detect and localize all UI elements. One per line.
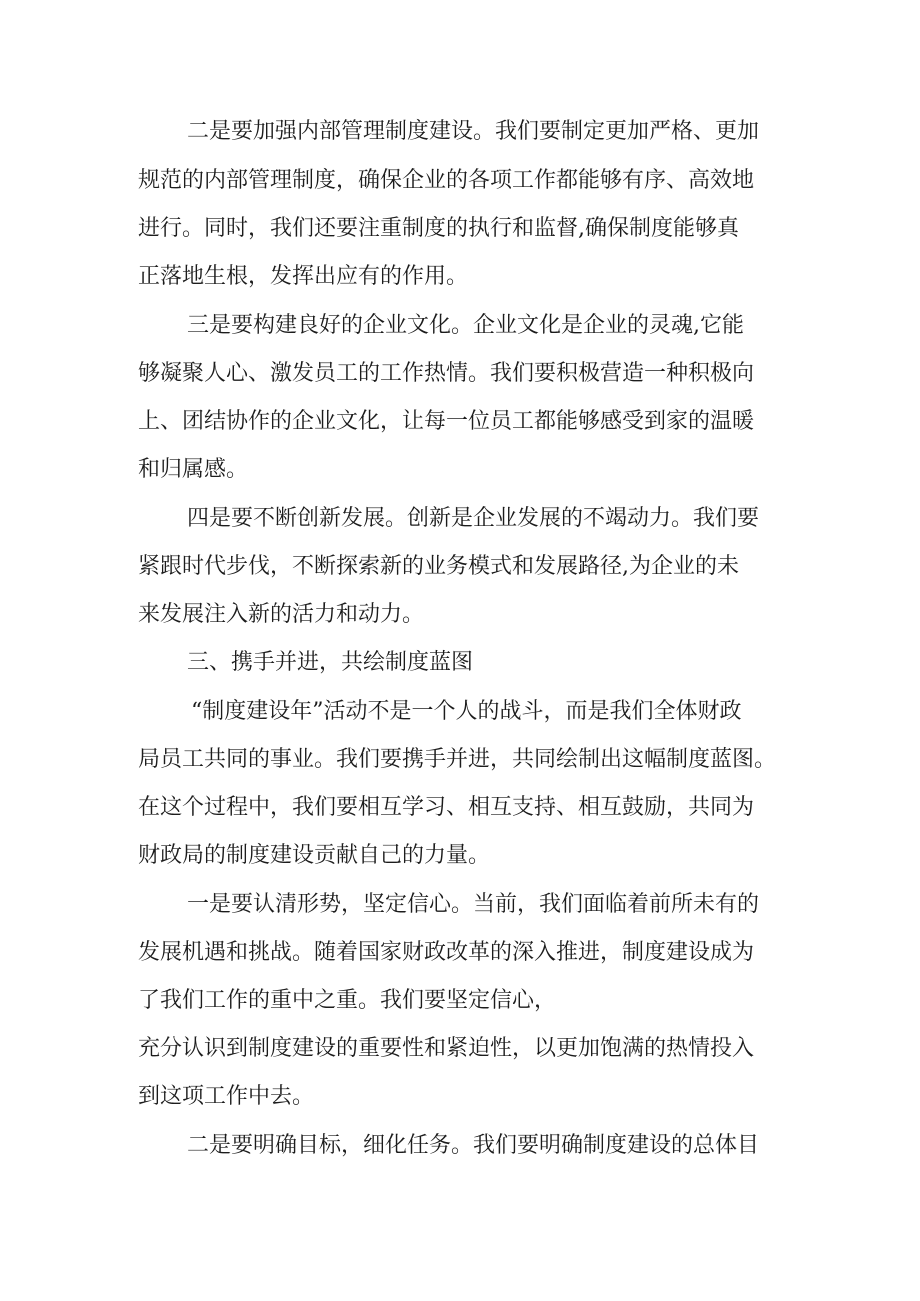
- section-heading: 三、携手并进，共绘制度蓝图: [187, 650, 474, 675]
- text-line: 和归属感。: [138, 457, 249, 482]
- text-line: 正落地生根，发挥出应有的作用。: [138, 264, 469, 289]
- text-line: 规范的内部管理制度，确保企业的各项工作都能够有序、高效地: [138, 168, 755, 193]
- text-line: 来发展注入新的活力和动力。: [138, 602, 425, 627]
- text-line: 了我们工作的重中之重。我们要坚定信心，: [138, 988, 557, 1013]
- text-line: 二是要明确目标，细化任务。我们要明确制度建设的总体目: [187, 1133, 760, 1158]
- text-line: 一是要认清形势，坚定信心。当前，我们面临着前所未有的: [187, 892, 760, 917]
- text-line: 二是要加强内部管理制度建设。我们要制定更加严格、更加: [187, 119, 760, 144]
- text-line: 在这个过程中，我们要相互学习、相互支持、相互鼓励，共同为: [138, 795, 755, 820]
- text-line: 三是要构建良好的企业文化。企业文化是企业的灵魂,它能: [187, 313, 744, 338]
- text-line: 财政局的制度建设贡献自己的力量。: [138, 843, 491, 868]
- text-line: 到这项工作中去。: [138, 1084, 315, 1109]
- text-line: 够凝聚人心、激发员工的工作热情。我们要积极营造一种积极向: [138, 361, 755, 386]
- text-line: 局员工共同的事业。我们要携手并进，共同绘制出这幅制度蓝图。: [138, 747, 777, 772]
- text-line: 进行。同时，我们还要注重制度的执行和监督,确保制度能够真: [138, 216, 739, 241]
- text-line: 充分认识到制度建设的重要性和紧迫性，以更加饱满的热情投入: [138, 1036, 755, 1061]
- text-line: 紧跟时代步伐，不断探索新的业务模式和发展路径,为企业的未: [138, 554, 739, 579]
- text-line: 上、团结协作的企业文化，让每一位员工都能够感受到家的温暖: [138, 409, 755, 434]
- text-line: 发展机遇和挑战。随着国家财政改革的深入推进，制度建设成为: [138, 940, 755, 965]
- text-line: “制度建设年”活动不是一个人的战斗，而是我们全体财政: [191, 699, 742, 724]
- text-line: 四是要不断创新发展。创新是企业发展的不竭动力。我们要: [187, 506, 760, 531]
